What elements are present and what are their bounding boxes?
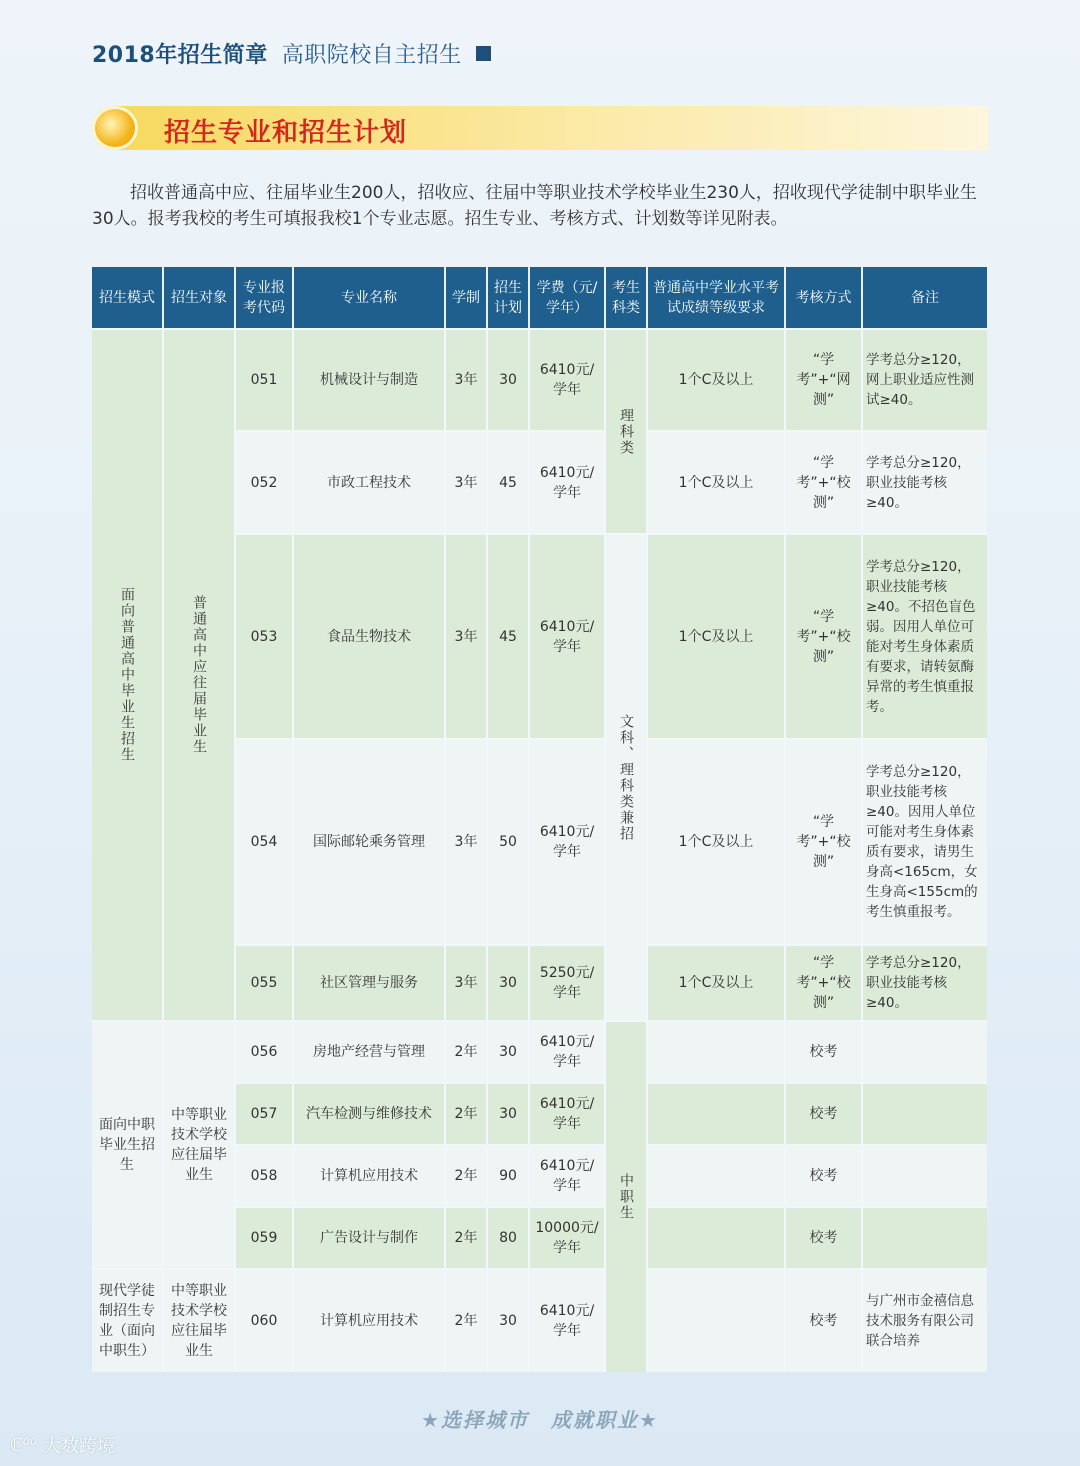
- years-cell: 3年: [446, 738, 488, 944]
- fee-cell: 6410元/学年: [530, 328, 606, 430]
- fee-cell: 6410元/学年: [530, 430, 606, 533]
- table-row: [92, 1020, 987, 1082]
- grade-cell: 1个C及以上: [648, 328, 786, 430]
- header-mode: 招生模式: [92, 267, 164, 328]
- header-exam: 考核方式: [786, 267, 863, 328]
- category-cell: [606, 533, 648, 1020]
- fee-cell: 5250元/学年: [530, 944, 606, 1020]
- grade-cell: 1个C及以上: [648, 430, 786, 533]
- watermark-text: 大数跨境: [43, 1436, 115, 1457]
- category-text: 文科、理科类兼招: [618, 713, 634, 842]
- exam-cell: “学考”+“校测”: [786, 430, 863, 533]
- note-cell: 学考总分≥120，网上职业适应性测试≥40。: [863, 328, 987, 430]
- plan-cell: 45: [488, 430, 530, 533]
- major-cell: 计算机应用技术: [294, 1268, 446, 1372]
- enrollment-plan-table: [92, 267, 987, 1372]
- category-cell: [606, 1020, 648, 1372]
- plan-cell: 90: [488, 1144, 530, 1206]
- grade-cell: [648, 1206, 786, 1268]
- header-square-icon: [476, 46, 491, 61]
- header-plan: 招生计划: [488, 267, 530, 328]
- exam-cell: 校考: [786, 1020, 863, 1082]
- years-cell: 3年: [446, 533, 488, 738]
- header-note: 备注: [863, 267, 987, 328]
- code-cell: 059: [236, 1206, 294, 1268]
- major-cell: 计算机应用技术: [294, 1144, 446, 1206]
- years-cell: 2年: [446, 1144, 488, 1206]
- note-cell: 与广州市金禧信息技术服务有限公司联合培养: [863, 1268, 987, 1372]
- table-row: [92, 1268, 987, 1372]
- code-cell: 058: [236, 1144, 294, 1206]
- note-cell: 学考总分≥120，职业技能考核≥40。: [863, 430, 987, 533]
- intro-paragraph: 招收普通高中应、往届毕业生200人，招收应、往届中等职业技术学校毕业生230人，招收现代学徒制中职毕业生30人。报考我校的考生可填报我校1个专业志愿。招生专业、考核方式、计划数等详见附表。: [92, 183, 977, 229]
- code-cell: 051: [236, 328, 294, 430]
- plan-cell: 80: [488, 1206, 530, 1268]
- section-title: 招生专业和招生计划: [164, 118, 408, 148]
- code-cell: 054: [236, 738, 294, 944]
- category-cell: [606, 328, 648, 533]
- major-cell: 房地产经营与管理: [294, 1020, 446, 1082]
- plan-cell: 45: [488, 533, 530, 738]
- years-cell: 2年: [446, 1082, 488, 1144]
- note-cell: [863, 1082, 987, 1144]
- exam-cell: 校考: [786, 1206, 863, 1268]
- grade-cell: 1个C及以上: [648, 533, 786, 738]
- header-code: 专业报考代码: [236, 267, 294, 328]
- fee-cell: 6410元/学年: [530, 1144, 606, 1206]
- table-header-row: [92, 267, 987, 328]
- years-cell: 3年: [446, 430, 488, 533]
- grade-cell: 1个C及以上: [648, 944, 786, 1020]
- watermark-logo-icon: ℂ⁰⁰: [10, 1434, 37, 1456]
- target-text: 普通高中应往届毕业生: [191, 595, 207, 755]
- mode-cell: 面向中职毕业生招生: [92, 1020, 164, 1268]
- fee-cell: 6410元/学年: [530, 1020, 606, 1082]
- grade-cell: 1个C及以上: [648, 738, 786, 944]
- mode-cell: [92, 328, 164, 1020]
- plan-cell: 30: [488, 944, 530, 1020]
- note-cell: [863, 1206, 987, 1268]
- banner-circle-icon: [92, 106, 138, 150]
- exam-cell: “学考”+“网测”: [786, 328, 863, 430]
- exam-cell: 校考: [786, 1144, 863, 1206]
- code-cell: 055: [236, 944, 294, 1020]
- fee-cell: 6410元/学年: [530, 533, 606, 738]
- code-cell: 052: [236, 430, 294, 533]
- fee-cell: 6410元/学年: [530, 1082, 606, 1144]
- years-cell: 2年: [446, 1206, 488, 1268]
- footer-slogan: ★选择城市 成就职业★: [421, 1408, 659, 1432]
- code-cell: 056: [236, 1020, 294, 1082]
- exam-cell: “学考”+“校测”: [786, 944, 863, 1020]
- years-cell: 2年: [446, 1268, 488, 1372]
- plan-cell: 50: [488, 738, 530, 944]
- header-grade: 普通高中学业水平考试成绩等级要求: [648, 267, 786, 328]
- brochure-title: 2018年招生简章: [92, 43, 268, 68]
- header-category: 考生科类: [606, 267, 648, 328]
- header-fee: 学费（元/学年）: [530, 267, 606, 328]
- grade-cell: [648, 1268, 786, 1372]
- years-cell: 3年: [446, 328, 488, 430]
- note-cell: [863, 1020, 987, 1082]
- target-cell: 中等职业技术学校应往届毕业生: [164, 1268, 236, 1372]
- note-cell: 学考总分≥120，职业技能考核≥40。不招色盲色弱。因用人单位可能对考生身体素质有要求，请转氨酶异常的考生慎重报考。: [863, 533, 987, 738]
- category-text: 理科类: [618, 407, 634, 456]
- plan-cell: 30: [488, 328, 530, 430]
- exam-cell: “学考”+“校测”: [786, 533, 863, 738]
- code-cell: 060: [236, 1268, 294, 1372]
- fee-cell: 6410元/学年: [530, 1268, 606, 1372]
- major-cell: 市政工程技术: [294, 430, 446, 533]
- code-cell: 053: [236, 533, 294, 738]
- fee-cell: 6410元/学年: [530, 738, 606, 944]
- years-cell: 3年: [446, 944, 488, 1020]
- section-banner: [92, 106, 988, 150]
- note-cell: 学考总分≥120，职业技能考核≥40。因用人单位可能对考生身体素质有要求，请男生身高<165cm，女生身高<155cm的考生慎重报考。: [863, 738, 987, 944]
- table-row: [92, 328, 987, 430]
- mode-text: 面向普通高中毕业生招生: [119, 587, 135, 763]
- note-cell: [863, 1144, 987, 1206]
- years-cell: 2年: [446, 1020, 488, 1082]
- note-cell: 学考总分≥120，职业技能考核≥40。: [863, 944, 987, 1020]
- major-cell: 国际邮轮乘务管理: [294, 738, 446, 944]
- major-cell: 汽车检测与维修技术: [294, 1082, 446, 1144]
- exam-cell: 校考: [786, 1268, 863, 1372]
- exam-cell: 校考: [786, 1082, 863, 1144]
- brochure-subtitle: 高职院校自主招生: [281, 43, 462, 68]
- mode-cell: 现代学徒制招生专业（面向中职生）: [92, 1268, 164, 1372]
- category-text: 中职生: [618, 1173, 634, 1221]
- grade-cell: [648, 1020, 786, 1082]
- major-cell: 食品生物技术: [294, 533, 446, 738]
- page-header: [92, 38, 491, 69]
- major-cell: 机械设计与制造: [294, 328, 446, 430]
- target-cell: 中等职业技术学校应往届毕业生: [164, 1020, 236, 1268]
- exam-cell: “学考”+“校测”: [786, 738, 863, 944]
- header-years: 学制: [446, 267, 488, 328]
- plan-cell: 30: [488, 1268, 530, 1372]
- header-major: 专业名称: [294, 267, 446, 328]
- grade-cell: [648, 1144, 786, 1206]
- major-cell: 社区管理与服务: [294, 944, 446, 1020]
- plan-cell: 30: [488, 1020, 530, 1082]
- fee-cell: 10000元/学年: [530, 1206, 606, 1268]
- major-cell: 广告设计与制作: [294, 1206, 446, 1268]
- target-cell: [164, 328, 236, 1020]
- grade-cell: [648, 1082, 786, 1144]
- plan-cell: 30: [488, 1082, 530, 1144]
- header-target: 招生对象: [164, 267, 236, 328]
- watermark: [10, 1432, 115, 1458]
- code-cell: 057: [236, 1082, 294, 1144]
